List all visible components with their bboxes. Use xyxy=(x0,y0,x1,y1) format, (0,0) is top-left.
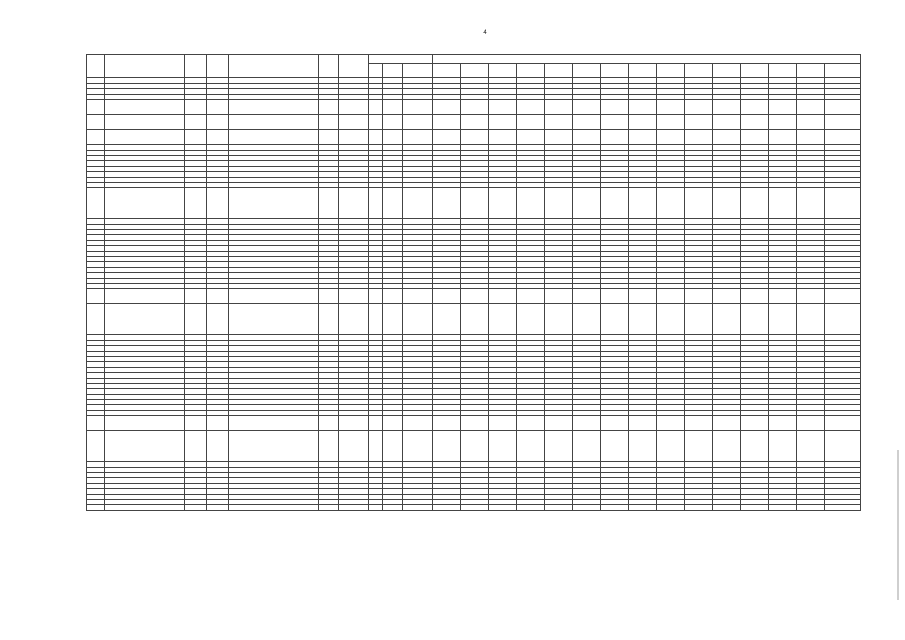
table-cell xyxy=(657,431,685,462)
table-cell xyxy=(229,431,319,462)
table-cell xyxy=(489,289,517,304)
table-cell xyxy=(517,115,545,130)
table-cell xyxy=(369,115,383,130)
table-cell xyxy=(545,289,573,304)
table-cell xyxy=(229,416,319,431)
table-cell xyxy=(517,100,545,115)
header-cell xyxy=(433,64,461,78)
table-cell xyxy=(433,115,461,130)
table-cell xyxy=(383,188,403,219)
table-cell xyxy=(87,115,105,130)
table-cell xyxy=(825,130,861,145)
table-cell xyxy=(87,130,105,145)
table-cell xyxy=(797,115,825,130)
table-cell xyxy=(517,130,545,145)
table-row xyxy=(87,505,861,510)
table-cell xyxy=(685,416,713,431)
table-cell xyxy=(573,289,601,304)
table-cell xyxy=(825,431,861,462)
table-cell xyxy=(601,304,629,335)
header-cell xyxy=(207,55,229,78)
header-cell xyxy=(369,64,383,78)
table-cell xyxy=(319,505,339,510)
table-cell xyxy=(369,100,383,115)
table-cell xyxy=(629,115,657,130)
table-cell xyxy=(825,505,861,510)
header-cell xyxy=(105,55,185,78)
table-cell xyxy=(769,100,797,115)
table-cell xyxy=(629,289,657,304)
table-cell xyxy=(433,130,461,145)
table-cell xyxy=(741,416,769,431)
table-cell xyxy=(369,188,383,219)
table-cell xyxy=(383,289,403,304)
table-cell xyxy=(339,304,369,335)
table-cell xyxy=(685,431,713,462)
table-cell xyxy=(229,188,319,219)
table-cell xyxy=(769,188,797,219)
header-cell xyxy=(657,64,685,78)
table-cell xyxy=(383,130,403,145)
table-cell xyxy=(229,100,319,115)
table-cell xyxy=(573,115,601,130)
table-cell xyxy=(339,130,369,145)
table-cell xyxy=(369,431,383,462)
table-cell xyxy=(319,130,339,145)
header-cell xyxy=(383,64,403,78)
table-cell xyxy=(207,304,229,335)
table-cell xyxy=(185,100,207,115)
table-cell xyxy=(601,100,629,115)
table-cell xyxy=(87,505,105,510)
table-cell xyxy=(87,431,105,462)
table-cell xyxy=(403,416,433,431)
table-cell xyxy=(685,130,713,145)
table-cell xyxy=(601,416,629,431)
table-cell xyxy=(105,416,185,431)
table-cell xyxy=(657,304,685,335)
table-cell xyxy=(229,505,319,510)
header-cell xyxy=(713,64,741,78)
table-cell xyxy=(433,505,461,510)
table-cell xyxy=(685,289,713,304)
table-cell xyxy=(573,416,601,431)
table-cell xyxy=(685,100,713,115)
table-cell xyxy=(769,304,797,335)
table-cell xyxy=(573,505,601,510)
table-cell xyxy=(685,304,713,335)
header-cell xyxy=(545,64,573,78)
table-cell xyxy=(797,130,825,145)
table-cell xyxy=(105,289,185,304)
table-cell xyxy=(601,115,629,130)
table-cell xyxy=(105,115,185,130)
table-cell xyxy=(769,130,797,145)
table-cell xyxy=(339,505,369,510)
table-cell xyxy=(87,100,105,115)
table-cell xyxy=(601,505,629,510)
table-cell xyxy=(369,289,383,304)
table-row xyxy=(87,130,861,145)
table-cell xyxy=(229,289,319,304)
table-row xyxy=(87,416,861,431)
table-cell xyxy=(207,289,229,304)
table-cell xyxy=(629,304,657,335)
table-cell xyxy=(339,289,369,304)
header-cell xyxy=(403,64,433,78)
table-cell xyxy=(629,188,657,219)
table-cell xyxy=(545,100,573,115)
header-group-cell xyxy=(369,55,433,64)
table-cell xyxy=(383,505,403,510)
table-cell xyxy=(741,505,769,510)
table-cell xyxy=(403,304,433,335)
header-group-cell xyxy=(433,55,861,64)
table-cell xyxy=(461,505,489,510)
table-cell xyxy=(403,289,433,304)
table-cell xyxy=(489,416,517,431)
table-cell xyxy=(403,115,433,130)
table-cell xyxy=(433,416,461,431)
header-cell xyxy=(489,64,517,78)
table-row xyxy=(87,304,861,335)
header-cell xyxy=(573,64,601,78)
table-cell xyxy=(713,505,741,510)
table-cell xyxy=(517,431,545,462)
table-cell xyxy=(207,431,229,462)
header-cell xyxy=(517,64,545,78)
table-row xyxy=(87,100,861,115)
header-cell xyxy=(741,64,769,78)
table-cell xyxy=(573,431,601,462)
program-indicators-table xyxy=(86,54,861,511)
table-cell xyxy=(319,416,339,431)
table-cell xyxy=(403,130,433,145)
table-cell xyxy=(657,130,685,145)
table-cell xyxy=(229,115,319,130)
table-cell xyxy=(185,289,207,304)
table-cell xyxy=(825,289,861,304)
table-cell xyxy=(87,304,105,335)
table-cell xyxy=(489,304,517,335)
table-cell xyxy=(601,130,629,145)
table-cell xyxy=(545,188,573,219)
table-cell xyxy=(433,289,461,304)
table-cell xyxy=(741,100,769,115)
program-table-container xyxy=(86,54,850,502)
table-row xyxy=(87,431,861,462)
table-cell xyxy=(319,115,339,130)
header-cell xyxy=(461,64,489,78)
table-cell xyxy=(383,304,403,335)
table-cell xyxy=(573,100,601,115)
table-cell xyxy=(207,115,229,130)
table-cell xyxy=(489,100,517,115)
table-body xyxy=(87,84,861,511)
table-cell xyxy=(105,431,185,462)
table-cell xyxy=(369,416,383,431)
table-cell xyxy=(657,505,685,510)
page-number: 4 xyxy=(483,30,487,36)
table-cell xyxy=(713,188,741,219)
table-cell xyxy=(713,416,741,431)
table-cell xyxy=(207,416,229,431)
table-cell xyxy=(461,100,489,115)
table-cell xyxy=(601,431,629,462)
table-cell xyxy=(713,115,741,130)
table-cell xyxy=(489,431,517,462)
table-cell xyxy=(489,188,517,219)
table-cell xyxy=(741,130,769,145)
table-cell xyxy=(185,416,207,431)
table-cell xyxy=(825,100,861,115)
table-cell xyxy=(657,188,685,219)
table-cell xyxy=(741,289,769,304)
table-cell xyxy=(769,115,797,130)
table-cell xyxy=(713,431,741,462)
header-cell xyxy=(629,64,657,78)
table-cell xyxy=(601,188,629,219)
table-cell xyxy=(403,505,433,510)
header-cell xyxy=(185,55,207,78)
table-cell xyxy=(319,289,339,304)
table-cell xyxy=(545,130,573,145)
table-cell xyxy=(517,505,545,510)
table-cell xyxy=(433,431,461,462)
table-cell xyxy=(229,304,319,335)
table-cell xyxy=(207,505,229,510)
header-cell xyxy=(319,55,339,78)
table-cell xyxy=(105,188,185,219)
table-cell xyxy=(741,304,769,335)
header-cell xyxy=(685,64,713,78)
table-cell xyxy=(403,100,433,115)
table-cell xyxy=(573,130,601,145)
table-cell xyxy=(319,431,339,462)
table-cell xyxy=(825,188,861,219)
table-cell xyxy=(319,304,339,335)
table-cell xyxy=(517,416,545,431)
table-cell xyxy=(383,115,403,130)
table-cell xyxy=(185,188,207,219)
table-cell xyxy=(629,431,657,462)
table-cell xyxy=(797,289,825,304)
table-cell xyxy=(383,431,403,462)
table-cell xyxy=(685,188,713,219)
table-cell xyxy=(105,130,185,145)
table-cell xyxy=(601,289,629,304)
table-cell xyxy=(545,416,573,431)
table-cell xyxy=(433,100,461,115)
table-cell xyxy=(629,130,657,145)
table-row xyxy=(87,115,861,130)
table-cell xyxy=(713,289,741,304)
scan-edge-shadow xyxy=(897,450,899,600)
table-cell xyxy=(825,115,861,130)
table-cell xyxy=(741,115,769,130)
table-cell xyxy=(185,115,207,130)
header-row-groups xyxy=(87,55,861,64)
table-cell xyxy=(657,100,685,115)
table-cell xyxy=(229,130,319,145)
header-cell xyxy=(229,55,319,78)
table-cell xyxy=(339,431,369,462)
table-cell xyxy=(207,100,229,115)
table-cell xyxy=(769,431,797,462)
table-cell xyxy=(741,188,769,219)
table-cell xyxy=(797,416,825,431)
table-cell xyxy=(461,289,489,304)
table-cell xyxy=(319,188,339,219)
table-cell xyxy=(657,416,685,431)
header-cell xyxy=(797,64,825,78)
table-cell xyxy=(545,505,573,510)
table-row xyxy=(87,188,861,219)
table-cell xyxy=(339,416,369,431)
table-cell xyxy=(685,505,713,510)
table-cell xyxy=(105,100,185,115)
table-cell xyxy=(797,100,825,115)
table-cell xyxy=(339,100,369,115)
table-cell xyxy=(461,115,489,130)
table-cell xyxy=(517,304,545,335)
table-cell xyxy=(339,115,369,130)
table-cell xyxy=(769,289,797,304)
table-cell xyxy=(685,115,713,130)
table-cell xyxy=(105,304,185,335)
table-cell xyxy=(517,188,545,219)
table-cell xyxy=(713,130,741,145)
table-cell xyxy=(185,505,207,510)
table-cell xyxy=(545,431,573,462)
table-cell xyxy=(489,115,517,130)
table-cell xyxy=(461,188,489,219)
table-cell xyxy=(383,100,403,115)
header-cell xyxy=(601,64,629,78)
table-cell xyxy=(461,431,489,462)
table-cell xyxy=(825,416,861,431)
table-cell xyxy=(461,130,489,145)
table-cell xyxy=(403,431,433,462)
table-cell xyxy=(825,304,861,335)
header-cell xyxy=(87,55,105,78)
table-cell xyxy=(657,289,685,304)
table-row xyxy=(87,289,861,304)
table-cell xyxy=(185,431,207,462)
table-cell xyxy=(369,304,383,335)
table-cell xyxy=(489,505,517,510)
header-cell xyxy=(825,64,861,78)
table-cell xyxy=(797,188,825,219)
table-cell xyxy=(629,505,657,510)
table-cell xyxy=(797,505,825,510)
table-cell xyxy=(369,505,383,510)
table-cell xyxy=(713,100,741,115)
table-cell xyxy=(769,505,797,510)
table-cell xyxy=(319,100,339,115)
table-cell xyxy=(207,188,229,219)
table-cell xyxy=(629,100,657,115)
table-cell xyxy=(797,304,825,335)
table-cell xyxy=(105,505,185,510)
table-cell xyxy=(461,304,489,335)
table-cell xyxy=(339,188,369,219)
table-cell xyxy=(741,431,769,462)
table-cell xyxy=(573,304,601,335)
table-cell xyxy=(87,289,105,304)
table-cell xyxy=(629,416,657,431)
table-cell xyxy=(403,188,433,219)
table-cell xyxy=(713,304,741,335)
table-cell xyxy=(185,130,207,145)
table-cell xyxy=(87,188,105,219)
table-cell xyxy=(383,416,403,431)
table-cell xyxy=(207,130,229,145)
header-cell xyxy=(769,64,797,78)
header-cell xyxy=(339,55,369,78)
table-cell xyxy=(433,188,461,219)
table-cell xyxy=(769,416,797,431)
table-cell xyxy=(797,431,825,462)
table-cell xyxy=(489,130,517,145)
table-cell xyxy=(545,304,573,335)
table-cell xyxy=(185,304,207,335)
table-cell xyxy=(545,115,573,130)
table-cell xyxy=(573,188,601,219)
table-cell xyxy=(87,416,105,431)
table-cell xyxy=(517,289,545,304)
table-cell xyxy=(461,416,489,431)
table-cell xyxy=(657,115,685,130)
table-cell xyxy=(369,130,383,145)
table-cell xyxy=(433,304,461,335)
